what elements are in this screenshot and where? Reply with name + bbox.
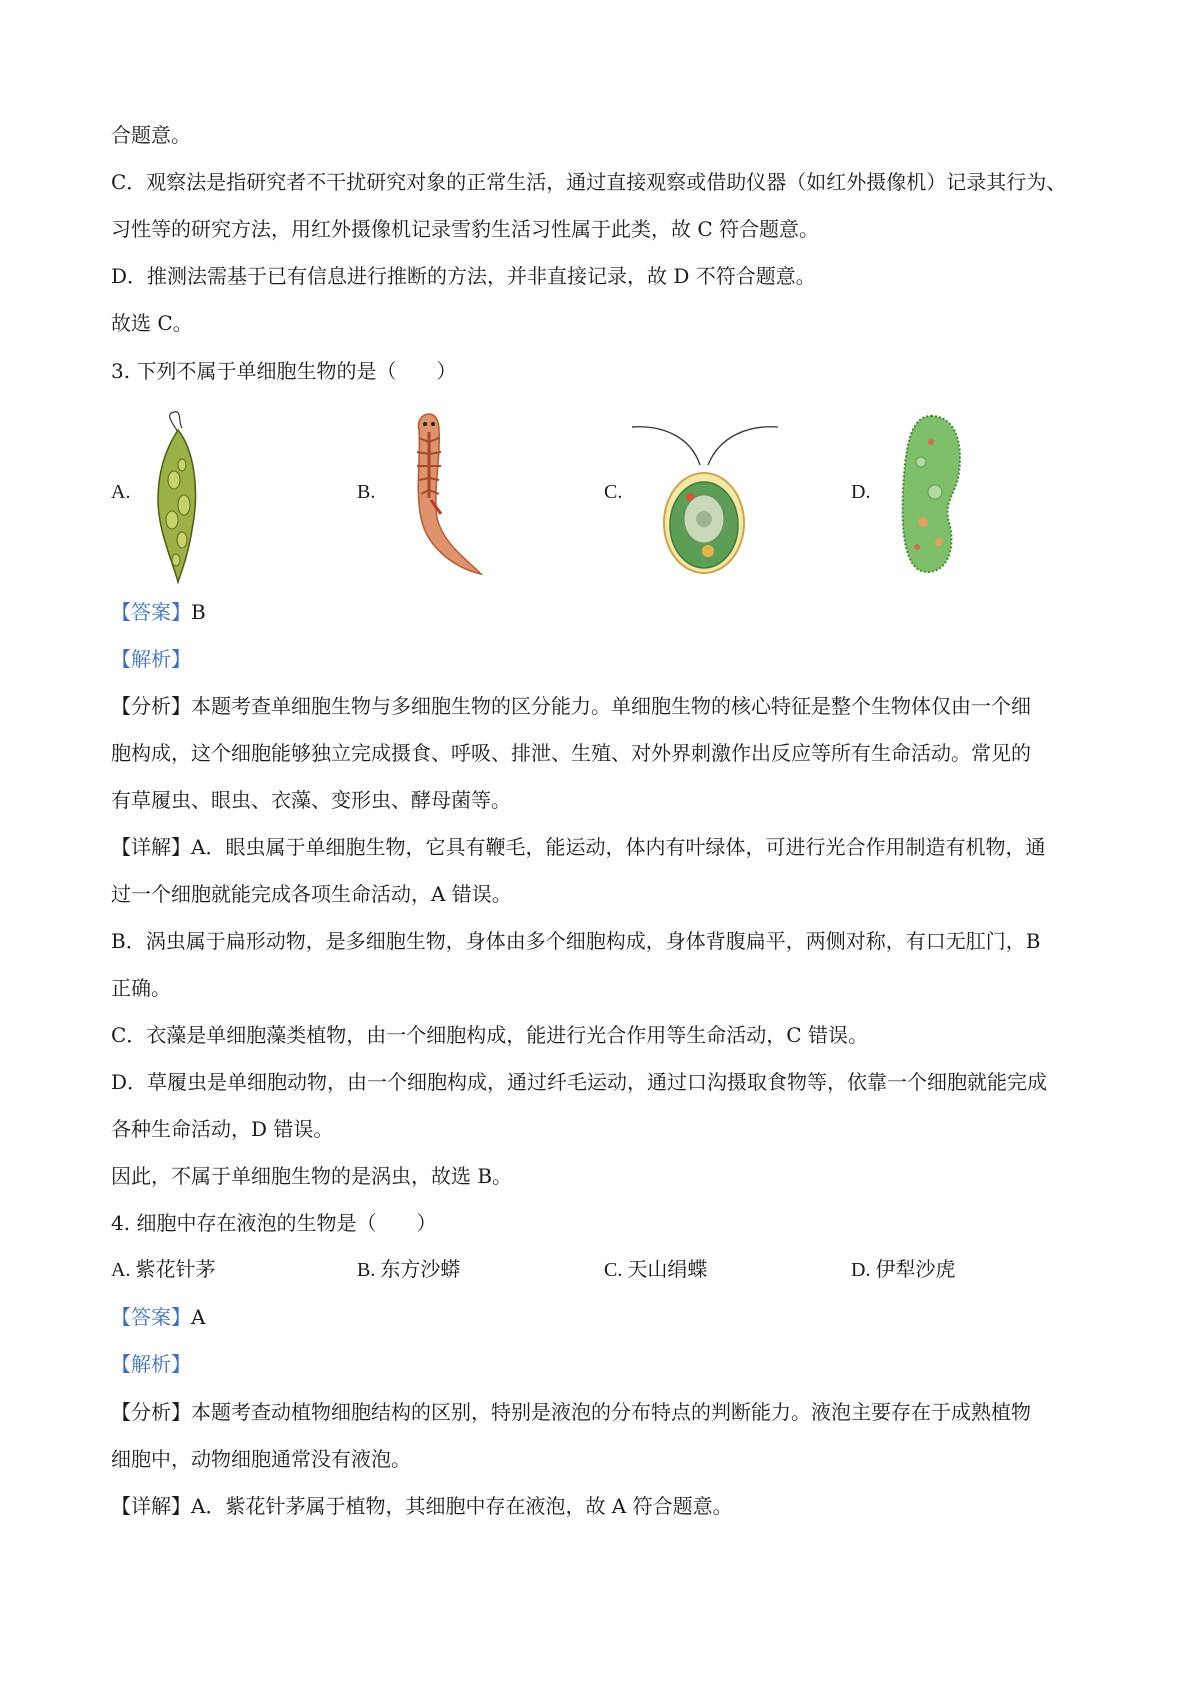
- text-line: 有草履虫、眼虫、衣藻、变形虫、酵母菌等。: [111, 788, 511, 812]
- text-line: C．观察法是指研究者不干扰研究对象的正常生活，通过直接观察或借助仪器（如红外摄像机）记录其行为、: [111, 170, 1067, 194]
- text-line: B．涡虫属于扁形动物，是多细胞生物，身体由多个细胞构成，身体背腹扁平，两侧对称，有口无肛门，B: [111, 929, 1041, 953]
- fenxi-text: 本题考查单细胞生物与多细胞生物的区分能力。单细胞生物的核心特征是整个生物体仅由一个细: [191, 694, 1031, 718]
- q4-option-a: A. 紫花针茅: [111, 1259, 216, 1281]
- q4-option-b: B. 东方沙蟒: [357, 1259, 461, 1281]
- answer-value: B: [191, 600, 206, 624]
- text-line: D．推测法需基于已有信息进行推断的方法，并非直接记录，故 D 不符合题意。: [111, 264, 816, 288]
- text-line: 故选 C。: [111, 311, 193, 335]
- fenxi-tag: 【分析】: [111, 694, 191, 718]
- option-b-label: B.: [357, 481, 376, 503]
- xiangjie-text: A．紫花针茅属于植物，其细胞中存在液泡，故 A 符合题意。: [191, 1494, 733, 1518]
- text-line: 习性等的研究方法，用红外摄像机记录雪豹生活习性属于此类，故 C 符合题意。: [111, 217, 820, 241]
- q4-option-d: D. 伊犁沙虎: [851, 1259, 956, 1281]
- text-line: 因此，不属于单细胞生物的是涡虫，故选 B。: [111, 1164, 513, 1188]
- option-d-label: D.: [851, 481, 871, 503]
- text-line: C．衣藻是单细胞藻类植物，由一个细胞构成，能进行光合作用等生命活动，C 错误。: [111, 1023, 868, 1047]
- fenxi-tag: 【分析】: [111, 1400, 191, 1424]
- jiexi-line: [111, 1352, 191, 1376]
- answer-line: [111, 1305, 205, 1329]
- xiangjie-tag: 【详解】: [111, 835, 191, 859]
- jiexi-tag: 【解析】: [111, 1352, 191, 1376]
- xiangjie-tag: 【详解】: [111, 1494, 191, 1518]
- paramecium-image: [895, 412, 970, 577]
- text-line: 细胞中，动物细胞通常没有液泡。: [111, 1447, 411, 1471]
- xiangjie-line: [111, 1494, 733, 1518]
- euglena-image: [148, 410, 208, 585]
- question-4: 4. 细胞中存在液泡的生物是（ ）: [111, 1211, 437, 1235]
- fenxi-text: 本题考查动植物细胞结构的区别，特别是液泡的分布特点的判断能力。液泡主要存在于成熟植物: [191, 1400, 1031, 1424]
- text-line: D．草履虫是单细胞动物，由一个细胞构成，通过纤毛运动，通过口沟摄取食物等，依靠一个细胞就能完成: [111, 1070, 1048, 1094]
- chlamydomonas-image: [630, 415, 780, 575]
- answer-tag: 【答案】: [111, 1305, 191, 1329]
- text-line: 过一个细胞就能完成各项生命活动，A 错误。: [111, 882, 512, 906]
- xiangjie-text: A．眼虫属于单细胞生物，它具有鞭毛，能运动，体内有叶绿体，可进行光合作用制造有机物，通: [191, 835, 1046, 859]
- text-line: 合题意。: [111, 123, 191, 147]
- answer-tag: 【答案】: [111, 600, 191, 624]
- jiexi-line: [111, 647, 191, 671]
- xiangjie-line: [111, 835, 1045, 859]
- text-line: 正确。: [111, 976, 171, 1000]
- q4-option-c: C. 天山绢蝶: [604, 1259, 708, 1281]
- text-line: 各种生命活动，D 错误。: [111, 1117, 334, 1141]
- planarian-image: [405, 408, 485, 578]
- option-a-label: A.: [111, 481, 131, 503]
- jiexi-tag: 【解析】: [111, 647, 191, 671]
- fenxi-line: [111, 694, 1031, 718]
- question-3: 3. 下列不属于单细胞生物的是（ ）: [111, 359, 457, 383]
- answer-value: A: [191, 1305, 206, 1329]
- text-line: 胞构成，这个细胞能够独立完成摄食、呼吸、排泄、生殖、对外界刺激作出反应等所有生命活动。常见的: [111, 741, 1031, 765]
- answer-line: [111, 600, 206, 624]
- option-c-label: C.: [604, 481, 623, 503]
- fenxi-line: [111, 1400, 1031, 1424]
